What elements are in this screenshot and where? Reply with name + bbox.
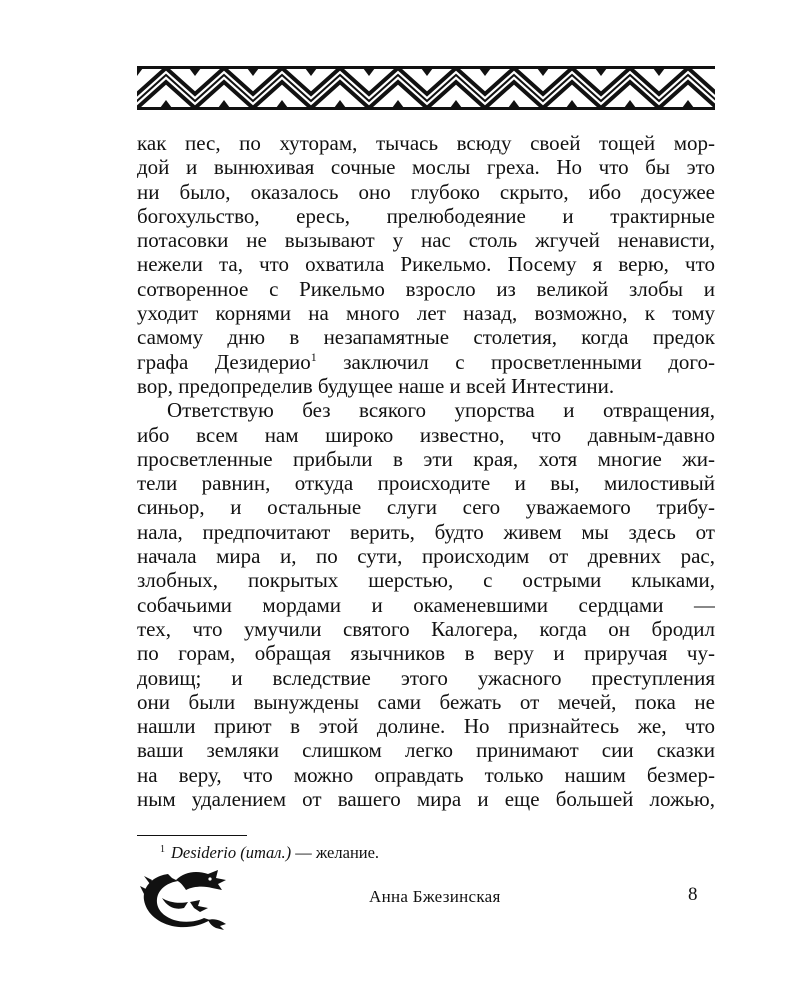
footnote-divider [137, 835, 247, 836]
dragon-icon [138, 868, 234, 932]
text-fragment: заключил с просветленными дого- [316, 349, 715, 374]
page-number: 8 [688, 884, 698, 905]
text-line: богохульство, ересь, прелюбодеяние и трактирные [137, 203, 715, 228]
running-footer-author: Анна Бжезинская [369, 887, 501, 906]
text-line: нала, предпочитают верить, будто живем мы здесь от [137, 519, 715, 544]
text-line: уходит корнями на много лет назад, возможно, к тому [137, 301, 715, 326]
text-line: синьор, и остальные слуги сего уважаемого трибу- [137, 495, 715, 520]
text-line: дой и вынюхивая сочные мослы греха. Но что бы это [137, 155, 715, 180]
text-line: на веру, что можно оправдать только нашим безмер- [137, 762, 715, 787]
text-line-with-footnote-ref [137, 350, 715, 374]
text-line: потасовки не вызывают у нас столь жгучей ненависти, [137, 228, 715, 253]
text-line: довищ; и вследствие этого ужасного преступления [137, 665, 715, 690]
text-line: начала мира и, по сути, происходим от древних рас, [137, 544, 715, 569]
footnote-definition: — желание. [291, 843, 380, 862]
text-line: ни было, оказалось оно глубоко скрыто, ибо досужее [137, 179, 715, 204]
header-ornament-icon [137, 66, 715, 110]
text-line: ваши земляки слишком легко принимают сии сказки [137, 738, 715, 763]
text-line: они были вынуждены сами бежать от мечей, пока не [137, 689, 715, 714]
paragraph-last-line: вор, предопределив будущее наше и всей Интестини. [137, 373, 615, 398]
footnote-marker: 1 [160, 844, 165, 855]
body-text [137, 131, 715, 811]
footnote-reference[interactable]: 1 [310, 349, 317, 364]
text-line: собачьими мордами и окаменевшими сердцами — [137, 592, 715, 617]
text-line: нежели та, что охватила Рикельмо. Посему я верю, что [137, 252, 715, 277]
text-line: самому дню в незапамятные столетия, когда предок [137, 325, 715, 350]
paragraph-first-line: Ответствую без всякого упорства и отвращения, [167, 398, 715, 423]
text-line: тех, что умучили святого Калогера, когда он бродил [137, 616, 715, 641]
text-line: сотворенное с Рикельмо взросло из великой злобы и [137, 276, 715, 301]
footnote-term: Desiderio (итал.) [171, 843, 292, 862]
text-line: ибо всем нам широко известно, что давным-давно [137, 422, 715, 447]
text-line: просветленные прибыли в эти края, хотя многие жи- [137, 446, 715, 471]
text-line: нашли приют в этой долине. Но признайтесь же, что [137, 714, 715, 739]
text-line: тели равнин, откуда происходите и вы, милостивый [137, 471, 715, 496]
text-line: ным удалением от вашего мира и еще большей ложью, [137, 787, 715, 812]
text-line: злобных, покрытых шерстью, с острыми клыками, [137, 568, 715, 593]
footnote [160, 843, 379, 863]
text-line: как пес, по хуторам, тычась всюду своей тощей мор- [137, 131, 715, 155]
text-line: по горам, обращая язычников в веру и приручая чу- [137, 641, 715, 666]
text-fragment: графа Дезидерио [137, 349, 311, 374]
